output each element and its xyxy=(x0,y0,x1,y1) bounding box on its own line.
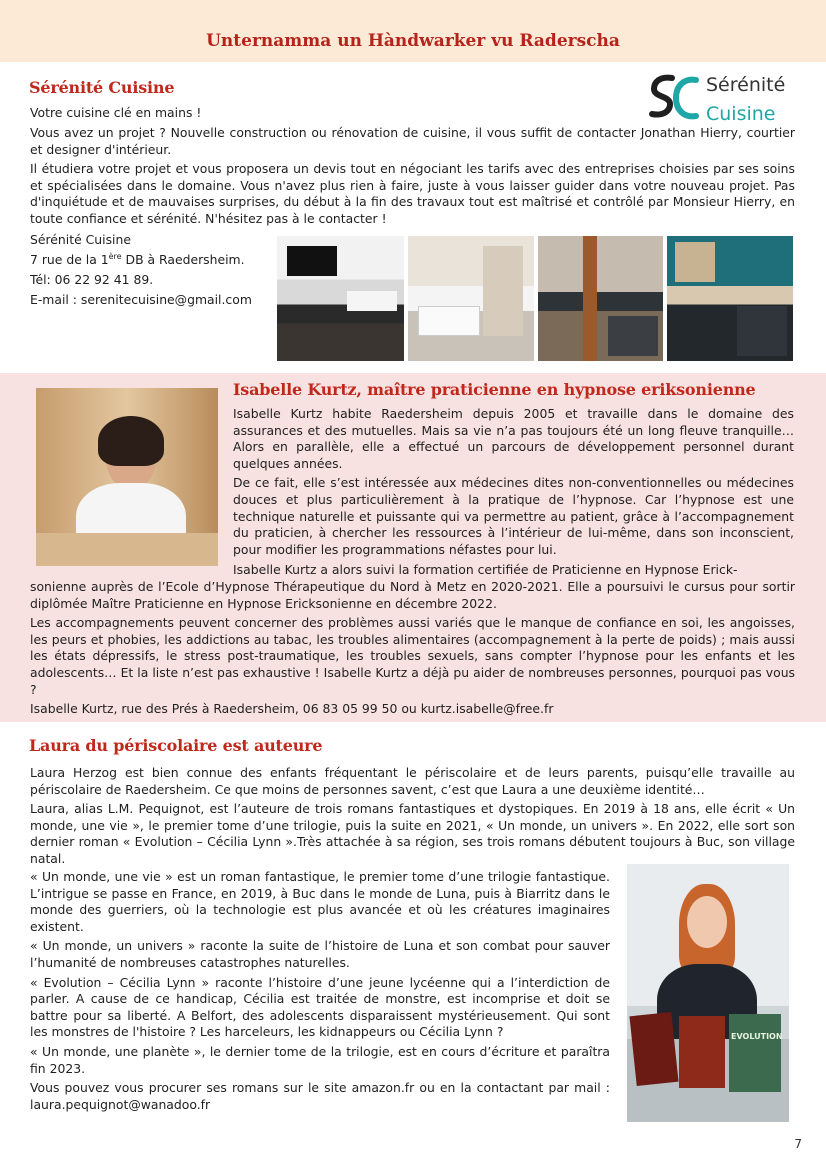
serenite-paragraph-2: Il étudiera votre projet et vous proposera un devis tout en négociant les tarifs avec des entreprises choisies par ses soins et spécialisées dans le domaine. Vous n'avez plus rien à faire, juste à vous laisser guider dans votre nouveau projet. Pas d'inquiétude et de mauvaises surprises, du début à la fin des travaux tout est maîtrisé et contrôlé par Monsieur Hierry, en toute confiance et sérénité. N'hésitez pas à le contacter ! xyxy=(30,161,795,226)
laura-paragraph-2: Laura, alias L.M. Pequignot, est l’auteure de trois romans fantastiques et dystopiques. En 2019 à 18 ans, elle écrit « Un monde, une vie », le premier tome d’une trilogie, puis la suite en 2021, « Un monde, un univers ». En 2022, elle sort son dernier roman « Evolution – Cécilia Lynn ».Très attachée à sa région, ses trois romans débutent toujours à Buc, son village natal. xyxy=(30,801,795,866)
header-banner xyxy=(0,0,826,62)
kurtz-body-full xyxy=(30,579,795,721)
serenite-logo-icon xyxy=(646,70,702,126)
kurtz-contact: Isabelle Kurtz, rue des Prés à Raedersheim, 06 83 05 99 50 ou kurtz.isabelle@free.fr xyxy=(30,701,554,717)
kurtz-paragraph-2: De ce fait, elle s’est intéressée aux médecines dites non-conventionnelles ou médecines douces et plus particulièrement à la pratique de l’hypnose. Car l’hypnose est une technique naturelle et puissante qui va permettre au patient, grâce à l’accompagnement du praticien, à chercher les ressources à l’intérieur de lui-même, dans son inconscient, pour modifier les programmations néfastes pour lui. xyxy=(233,475,794,557)
page-title: Unternamma un Hàndwarker vu Raderscha xyxy=(206,31,620,51)
laura-paragraph-1: Laura Herzog est bien connue des enfants fréquentant le périscolaire et de leurs parents, puisqu’elle travaille au périscolaire de Raedersheim. Ce que moins de personnes savent, c’est que Laura a une deuxième identité… xyxy=(30,765,795,797)
serenite-contact-name: Sérénité Cuisine xyxy=(30,232,131,247)
logo-text-cuisine: Cuisine xyxy=(706,103,776,125)
serenite-tagline: Votre cuisine clé en mains ! xyxy=(30,105,202,120)
serenite-phone: Tél: 06 22 92 41 89. xyxy=(30,272,154,287)
book-cover-title: EVOLUTION xyxy=(731,1032,783,1041)
serenite-title: Sérénité Cuisine xyxy=(29,78,175,97)
kurtz-body-right xyxy=(233,406,794,561)
laura-paragraph-3: « Un monde, une vie » est un roman fantastique, le premier tome d’une trilogie fantastique. L’intrigue se passe en France, en 2019, à Buc dans le monde de Luna, puis à Biarritz dans le monde des guerriers, où la technologie est plus avancée et où les créatures imaginaires existent. xyxy=(30,869,610,934)
laura-paragraph-6: « Un monde, une planète », le dernier tome de la trilogie, est en cours d’écriture et paraîtra fin 2023. xyxy=(30,1043,610,1076)
laura-paragraph-5: « Evolution – Cécilia Lynn » raconte l’histoire d’une jeune lycéenne qui a l’interdiction de parler. A cause de ce handicap, Cécilia est traitée de monstre, est incomprise et doit se battre pour sa liberté. A Belfort, des adolescents disparaissent mystérieusement. Qui sont les monstres de l'histoire ? Les harceleurs, les kidnappeurs ou Cécilia Lynn ? xyxy=(30,974,610,1040)
kitchen-photo-4 xyxy=(667,236,793,361)
laura-body-left xyxy=(30,869,610,1116)
logo-text-serenite: Sérénité xyxy=(706,74,786,96)
serenite-body xyxy=(30,125,795,231)
serenite-email: E-mail : serenitecuisine@gmail.com xyxy=(30,292,252,307)
laura-photo xyxy=(627,864,789,1122)
laura-paragraph-7: Vous pouvez vous procurer ses romans sur le site amazon.fr ou en la contactant par mail : laura.pequignot@wanadoo.fr xyxy=(30,1080,610,1112)
kurtz-paragraph-1: Isabelle Kurtz habite Raedersheim depuis 2005 et travaille dans le domaine des assurances et des mutuelles. Mais sa vie n’a pas toujours été un long fleuve tranquille… Alors en parallèle, elle a effectué un parcours de développement personnel durant quelques années. xyxy=(233,406,794,471)
kurtz-paragraph-4: Les accompagnements peuvent concerner des problèmes aussi variés que le manque de confiance en soi, les angoisses, les peurs et phobies, les addictions au tabac, les troubles alimentaires (accompagnement à la perte de poids) ; mais aussi les états dépressifs, le stress post-traumatique, les troubles sexuels, sans compter l’hypnose pour les enfants et les adolescents… Et la liste n’est pas exhaustive ! Isabelle Kurtz a déjà pu aider de nombreuses personnes, pourquoi pas vous ? xyxy=(30,615,795,697)
kitchen-photo-3 xyxy=(538,236,663,361)
kitchen-photo-2 xyxy=(408,236,534,361)
kurtz-paragraph-3-end: sonienne auprès de l’Ecole d’Hypnose Thérapeutique du Nord à Metz en 2020-2021. Elle a poursuivi le cursus pour sortir diplômée Maître Praticienne en Hypnose Ericksonienne en décembre 2022. xyxy=(30,579,795,611)
laura-title: Laura du périscolaire est auteure xyxy=(29,736,323,755)
kurtz-title: Isabelle Kurtz, maître praticienne en hypnose eriksonienne xyxy=(233,380,756,399)
kitchen-photo-1 xyxy=(277,236,404,361)
serenite-logo xyxy=(646,70,796,130)
kurtz-photo xyxy=(36,388,218,566)
kurtz-paragraph-3-start: Isabelle Kurtz a alors suivi la formation certifiée de Praticienne en Hypnose Erick- xyxy=(233,562,738,577)
laura-body-full xyxy=(30,765,795,871)
laura-paragraph-4: « Un monde, un univers » raconte la suite de l’histoire de Luna et son combat pour sauver l’humanité de nombreuses catastrophes naturelles. xyxy=(30,938,610,970)
serenite-paragraph-1: Vous avez un projet ? Nouvelle construction ou rénovation de cuisine, il vous suffit de contacter Jonathan Hierry, courtier et designer d'intérieur. xyxy=(30,125,795,157)
page-number: 7 xyxy=(794,1137,802,1151)
serenite-address: 7 rue de la 1ère DB à Raedersheim. xyxy=(30,251,245,267)
